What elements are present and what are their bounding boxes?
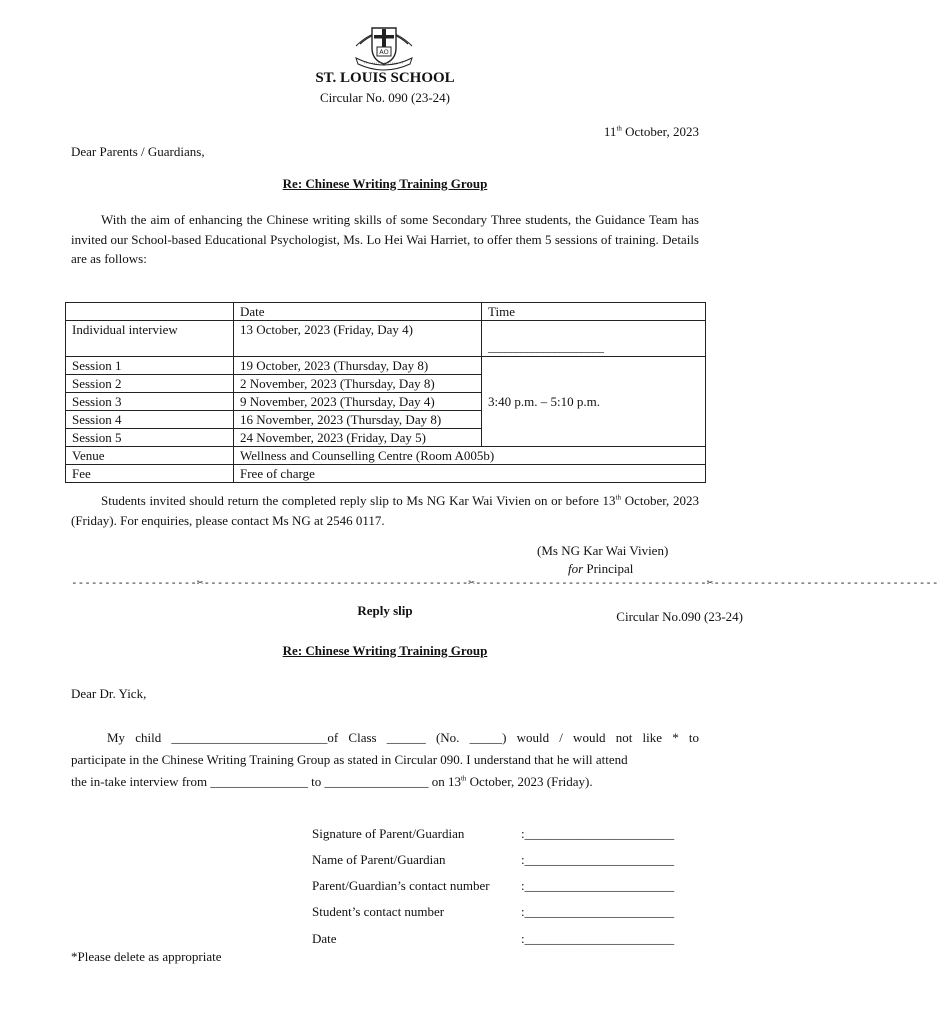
session-label: Session 1 (66, 357, 234, 375)
intro-paragraph: With the aim of enhancing the Chinese writing skills of some Secondary Three students, the Guidance Team has invited our School-based Educational Psychologist, Ms. Lo Hei Wai Harriet, to offer them 5 sessions of training. Details are as follows: (71, 212, 699, 266)
venue-value: Wellness and Counselling Centre (Room A005b) (234, 447, 706, 465)
table-header-time: Time (482, 303, 706, 321)
guardian-name-label: Name of Parent/Guardian (312, 852, 446, 867)
reply-circular-number: Circular No.090 (23-24) (616, 609, 743, 624)
schedule-table (65, 302, 706, 483)
guardian-name-field[interactable]: :_______________________ (521, 852, 675, 867)
circular-number: Circular No. 090 (23-24) (320, 90, 450, 105)
session-date: 2 November, 2023 (Thursday, Day 8) (234, 375, 482, 393)
school-crest-logo (350, 20, 418, 70)
table-row (66, 357, 706, 375)
guardian-contact-field[interactable]: :_______________________ (521, 878, 675, 893)
session-label: Session 5 (66, 429, 234, 447)
venue-label: Venue (66, 447, 234, 465)
cut-line-scissors: -------------------✂----------------------------------------✂-----------------------------------✂---------------------------------- (71, 576, 939, 589)
crest-letters: AO (379, 48, 389, 56)
table-row (66, 465, 706, 483)
session-date: 9 November, 2023 (Thursday, Day 4) (234, 393, 482, 411)
subject-heading: Re: Chinese Writing Training Group (282, 176, 488, 191)
date-label: Date (312, 931, 337, 946)
session-label: Session 2 (66, 375, 234, 393)
session-date: 19 October, 2023 (Thursday, Day 8) (234, 357, 482, 375)
signature-label: Signature of Parent/Guardian (312, 826, 465, 841)
session-time: 3:40 p.m. – 5:10 p.m. (482, 357, 706, 447)
table-header-blank (66, 303, 234, 321)
reply-body-line-2: participate in the Chinese Writing Training Group as stated in Circular 090. I understand that he will attend (71, 752, 628, 767)
signoff-role: for Principal (568, 561, 634, 576)
reply-subject-heading: Re: Chinese Writing Training Group (282, 643, 488, 658)
student-contact-label: Student’s contact number (312, 904, 445, 919)
session-label: Session 4 (66, 411, 234, 429)
session-date: 16 November, 2023 (Thursday, Day 8) (234, 411, 482, 429)
footnote: *Please delete as appropriate (71, 949, 222, 964)
date-field[interactable]: :_______________________ (521, 931, 675, 946)
return-note: Students invited should return the completed reply slip to Ms NG Kar Wai Vivien on or before 13th October, 2023 (Friday). For enquiries, please contact Ms NG at 2546 0117. (71, 493, 699, 528)
session-label: Session 3 (66, 393, 234, 411)
letter-date: 11th October, 2023 (603, 124, 699, 139)
interview-date: 13 October, 2023 (Friday, Day 4) (234, 321, 482, 357)
fee-value: Free of charge (234, 465, 706, 483)
school-name: ST. LOUIS SCHOOL (315, 70, 455, 86)
fee-label: Fee (66, 465, 234, 483)
reply-body-line-1: My child ________________________of Class ______ (No. _____) would / would not like * to (107, 730, 699, 745)
table-row (66, 321, 706, 357)
table-row (66, 447, 706, 465)
signature-field[interactable]: :_______________________ (521, 826, 675, 841)
signoff-name: (Ms NG Kar Wai Vivien) (537, 543, 669, 558)
reply-salutation: Dear Dr. Yick, (71, 686, 147, 701)
reply-slip-title: Reply slip (357, 603, 413, 618)
guardian-contact-label: Parent/Guardian’s contact number (312, 878, 490, 893)
table-row (66, 303, 706, 321)
reply-body-line-3: the in-take interview from _______________ to ________________ on 13th October, 2023 (Friday). (71, 774, 593, 789)
student-contact-field[interactable]: :_______________________ (521, 904, 675, 919)
table-header-date: Date (234, 303, 482, 321)
interview-label: Individual interview (66, 321, 234, 357)
salutation: Dear Parents / Guardians, (71, 144, 205, 159)
session-date: 24 November, 2023 (Friday, Day 5) (234, 429, 482, 447)
interview-time-blank: _____________________ (482, 321, 706, 357)
